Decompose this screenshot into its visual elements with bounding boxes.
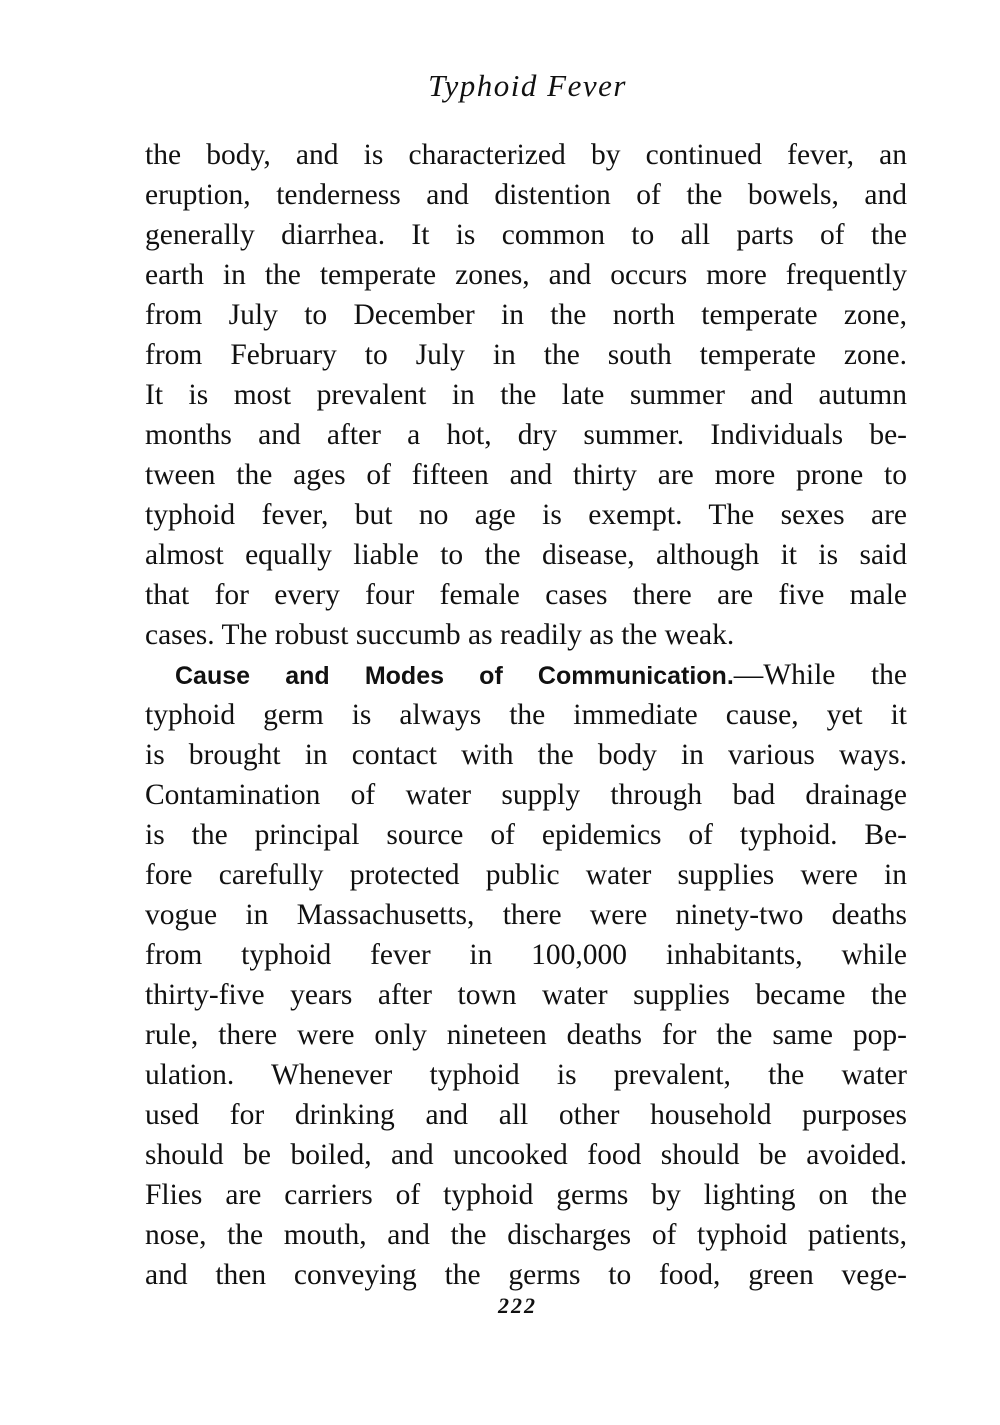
text-line: nose, the mouth, and the discharges of typhoid patients,: [145, 1219, 907, 1251]
text-line: rule, there were only nineteen deaths for the same pop-: [145, 1019, 907, 1051]
text-line: ulation. Whenever typhoid is prevalent, the water: [145, 1059, 907, 1091]
body-text: [145, 135, 907, 1295]
running-head: Typhoid Fever: [428, 68, 627, 103]
text-line: cases. The robust succumb as readily as the weak.: [145, 619, 735, 651]
text-line: the body, and is characterized by continued fever, an: [145, 139, 907, 171]
text-line: tween the ages of fifteen and thirty are more prone to: [145, 459, 907, 491]
text-line: that for every four female cases there are five male: [145, 579, 907, 611]
text-line: generally diarrhea. It is common to all parts of the: [145, 219, 907, 251]
text-run: —While the: [733, 659, 907, 691]
text-line: from July to December in the north temperate zone,: [145, 299, 907, 331]
text-line: vogue in Massachusetts, there were ninety-two deaths: [145, 899, 907, 931]
text-line: fore carefully protected public water supplies were in: [145, 859, 907, 891]
text-line: thirty-five years after town water supplies became the: [145, 979, 907, 1011]
text-line: from February to July in the south temperate zone.: [145, 339, 907, 371]
paragraph-1: [145, 135, 907, 655]
text-line: and then conveying the germs to food, green vege-: [145, 1259, 907, 1291]
text-line: is brought in contact with the body in various ways.: [145, 739, 907, 771]
text-line: should be boiled, and uncooked food should be avoided.: [145, 1139, 907, 1171]
text-line: used for drinking and all other household purposes: [145, 1099, 907, 1131]
paragraph-2: [145, 655, 907, 1295]
text-line: It is most prevalent in the late summer and autumn: [145, 379, 907, 411]
text-line: earth in the temperate zones, and occurs more frequently: [145, 259, 907, 291]
text-line: eruption, tenderness and distention of the bowels, and: [145, 179, 907, 211]
text-line: months and after a hot, dry summer. Individuals be-: [145, 419, 907, 451]
page-number: 222: [498, 1293, 537, 1318]
text-line: is the principal source of epidemics of typhoid. Be-: [145, 819, 907, 851]
section-run-in-heading: Cause and Modes of Communication.: [175, 662, 734, 690]
text-line: Contamination of water supply through bad drainage: [145, 779, 907, 811]
text-line: from typhoid fever in 100,000 inhabitants, while: [145, 939, 907, 971]
text-line: almost equally liable to the disease, although it is said: [145, 539, 907, 571]
text-line: typhoid fever, but no age is exempt. The sexes are: [145, 499, 907, 531]
text-line: typhoid germ is always the immediate cause, yet it: [145, 699, 907, 731]
text-line-with-heading: [145, 655, 907, 695]
text-line: Flies are carriers of typhoid germs by lighting on the: [145, 1179, 907, 1211]
